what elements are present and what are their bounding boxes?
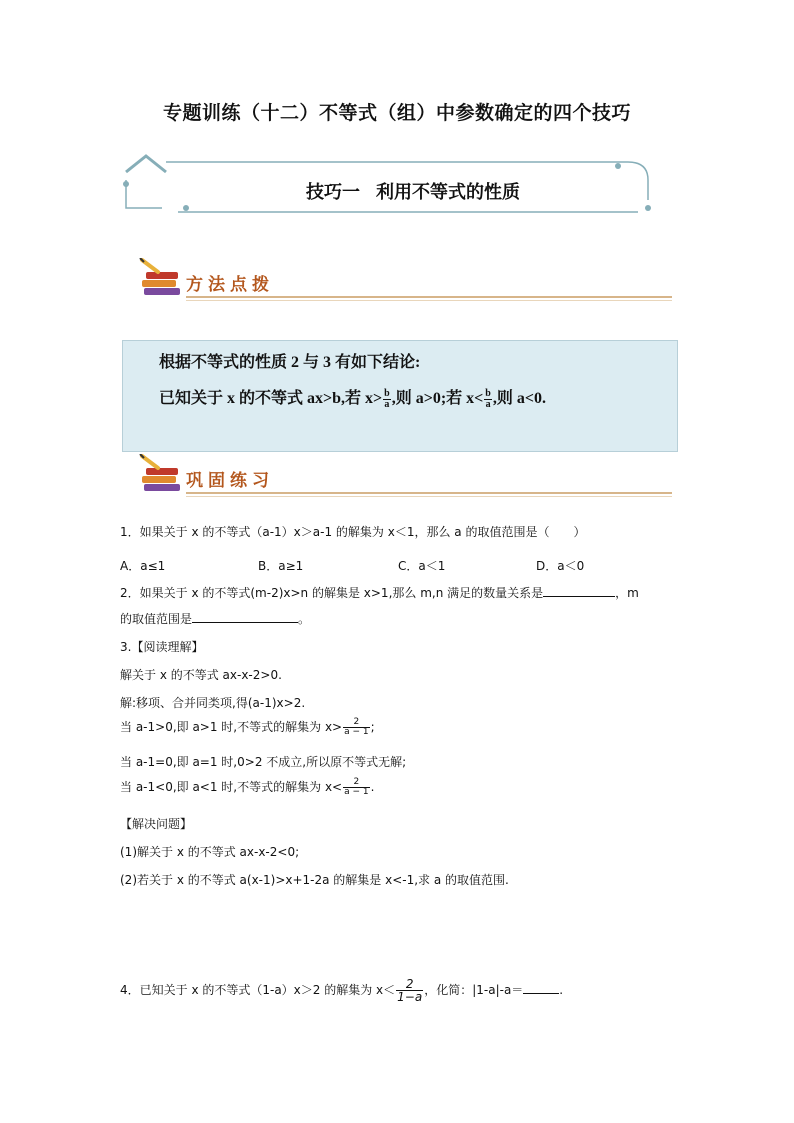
frac-num: 2 [396, 978, 423, 991]
q2-text: ，m [615, 586, 639, 600]
question-3-line: 解:移项、合并同类项,得(a-1)x>2. [120, 696, 306, 710]
frac-num: 2 [343, 718, 370, 728]
section-header-method [136, 256, 672, 304]
frac-den: a − 1 [344, 787, 369, 797]
banner-tip: 技巧一 [306, 182, 360, 203]
answer-blank[interactable] [523, 993, 559, 994]
method-box [122, 340, 678, 452]
q3-text: ; [370, 720, 375, 734]
banner-heading [306, 178, 520, 204]
method-text: ,则 a>0;若 x< [391, 390, 484, 407]
question-3-line [120, 778, 374, 797]
question-2-line-2 [120, 610, 310, 627]
section-divider [186, 492, 672, 494]
frac-num: 2 [343, 778, 370, 788]
banner-topic: 利用不等式的性质 [376, 182, 520, 203]
section-divider [186, 496, 672, 497]
q4-text: . [559, 983, 564, 997]
frac-den: a [485, 398, 491, 410]
question-3-head: 3.【阅读理解】 [120, 640, 204, 654]
frac-num: b [485, 387, 491, 399]
fraction-b-over-a [484, 389, 492, 410]
question-3-part-1: (1)解关于 x 的不等式 ax-x-2<0; [120, 845, 300, 859]
option-c[interactable]: C．a＜1 [398, 559, 446, 573]
section-divider [186, 296, 672, 298]
question-1-options [120, 557, 680, 575]
frac-den: 1−a [397, 990, 423, 1004]
section-label-method: 方法点拨 [186, 275, 274, 295]
method-line-1: 根据不等式的性质 2 与 3 有如下结论: [159, 354, 421, 371]
method-text: ,则 a<0. [492, 390, 546, 407]
question-3-line: 当 a-1=0,即 a=1 时,0>2 不成立,所以原不等式无解; [120, 755, 407, 769]
frac-den: a [384, 398, 390, 410]
fraction-b-over-a [383, 389, 391, 410]
section-label-practice: 巩固练习 [186, 471, 274, 491]
question-3-line [120, 718, 375, 737]
fraction-2-over-1-minus-a [396, 978, 423, 1003]
section-divider [186, 300, 672, 301]
frac-den: a − 1 [344, 727, 369, 737]
method-line-2 [159, 385, 546, 410]
question-1-stem: 1．如果关于 x 的不等式（a-1）x＞a-1 的解集为 x＜1，那么 a 的取值范围是（ ） [120, 525, 586, 539]
q4-text: ，化简：|1-a|-a＝ [424, 983, 524, 997]
fraction-2-over-a-minus-1 [343, 778, 370, 797]
question-4 [120, 978, 563, 1003]
q3-text: 当 a-1>0,即 a>1 时,不等式的解集为 x> [120, 720, 343, 734]
question-2-line-1 [120, 584, 639, 601]
option-d[interactable]: D．a＜0 [536, 559, 585, 573]
q2-text: 的取值范围是 [120, 612, 193, 626]
method-text: 已知关于 x 的不等式 ax>b,若 x> [159, 390, 383, 407]
books-pencil-icon [138, 454, 186, 498]
question-3-part-2: (2)若关于 x 的不等式 a(x-1)>x+1-2a 的解集是 x<-1,求 a 的取值范围. [120, 873, 509, 887]
section-header-practice [136, 452, 672, 500]
q3-text: 当 a-1<0,即 a<1 时,不等式的解集为 x< [120, 780, 343, 794]
q2-text: 2．如果关于 x 的不等式(m-2)x>n 的解集是 x>1,那么 m,n 满足的数量关系是 [120, 586, 544, 600]
option-a[interactable]: A．a≤1 [120, 559, 166, 573]
answer-blank[interactable] [192, 622, 298, 623]
q2-text: 。 [298, 612, 311, 626]
question-3-solve-head: 【解决问题】 [120, 817, 193, 831]
fraction-2-over-a-minus-1 [343, 718, 370, 737]
question-3-line: 解关于 x 的不等式 ax-x-2>0. [120, 668, 282, 682]
frac-num: b [384, 387, 390, 399]
page-title: 专题训练（十二）不等式（组）中参数确定的四个技巧 [162, 102, 631, 124]
answer-blank[interactable] [543, 596, 615, 597]
q3-text: . [370, 780, 375, 794]
q4-text: 4．已知关于 x 的不等式（1-a）x＞2 的解集为 x＜ [120, 983, 396, 997]
option-b[interactable]: B．a≥1 [258, 559, 304, 573]
books-pencil-icon [138, 258, 186, 302]
